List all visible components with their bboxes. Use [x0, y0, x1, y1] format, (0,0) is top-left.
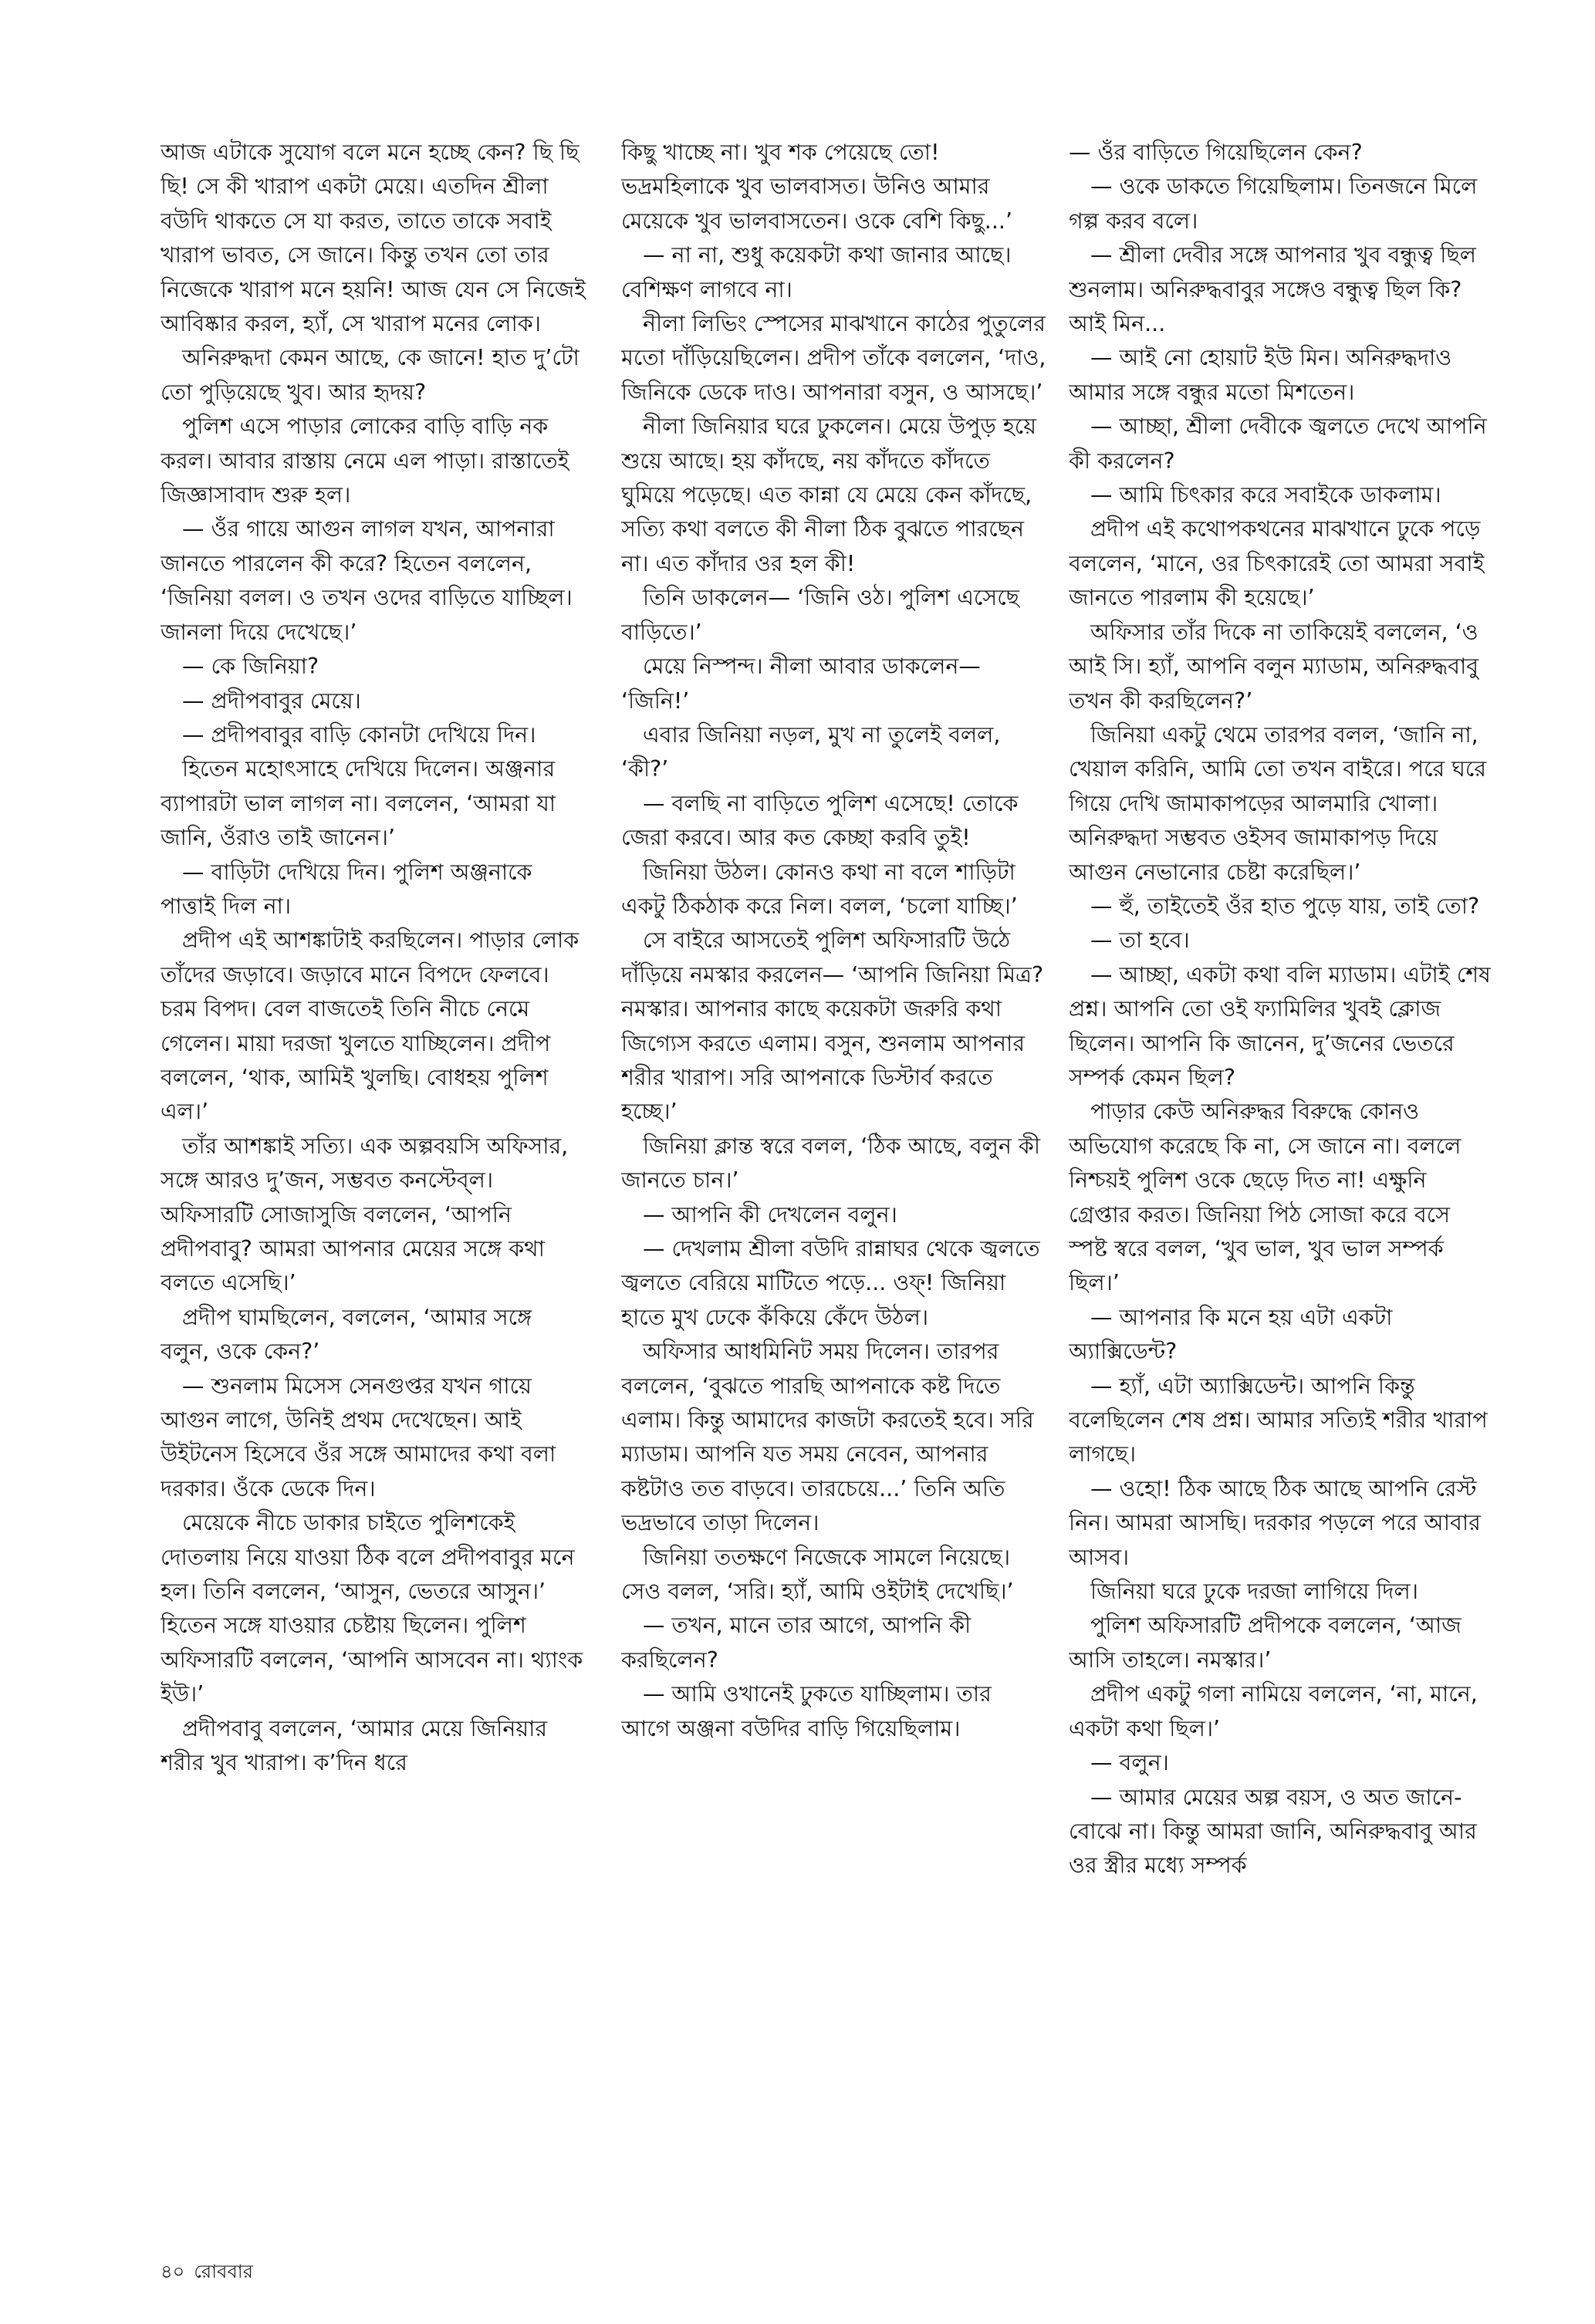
paragraph: — আমার মেয়ের অল্প বয়স, ও অত জানে-বোঝে না। কিন্তু আমরা জানি, অনিরুদ্ধবাবু আর ওর স্ত্রীর মধ্যে সম্পর্ক	[1069, 1784, 1477, 1879]
paragraph: তাঁর আশঙ্কাই সত্যি। এক অল্পবয়সি অফিসার, সঙ্গে আরও দু’জন, সম্ভবত কনস্টেব্‌ল। অফিসারটি সোজাসুজি বললেন, ‘আপনি প্রদীপবাবু? আমরা আপনার মেয়ের সঙ্গে কথা বলতে এসেছি।’	[161, 1133, 569, 1296]
paragraph: — আপনার কি মনে হয় এটা একটা অ্যাক্সিডেন্ট?	[1069, 1304, 1393, 1365]
paragraph: অফিসার আধমিনিট সময় দিলেন। তারপর বললেন, ‘বুঝতে পারছি আপনাকে কষ্ট দিতে এলাম। কিন্তু আমাদের কাজটা করতেই হবে। সরি ম্যাডাম। আপনি যত সময় নেবেন, আপনার কষ্টটাও তত বাড়বে। তারচেয়ে...’ তিনি অতি ভদ্রভাবে তাড়া দিলেন।	[621, 1339, 1034, 1536]
paragraph: — হ্যাঁ, এটা অ্যাক্সিডেন্ট। আপনি কিন্তু বলেছিলেন শেষ প্রশ্ন। আমার সত্যিই শরীর খারাপ লাগছে।	[1069, 1373, 1488, 1468]
paragraph: — তা হবে।	[1090, 927, 1190, 954]
paragraph: — তখন, মানে তার আগে, আপনি কী করছিলেন?	[621, 1613, 972, 1673]
magazine-name: রোববার	[194, 2261, 253, 2282]
paragraph: — শুনলাম মিসেস সেনগুপ্তর যখন গায়ে আগুন লাগে, উনিই প্রথম দেখেছেন। আই উইটনেস হিসেবে ওঁর সঙ্গে আমাদের কথা বলা দরকার। ওঁকে ডেকে দিন।	[161, 1373, 556, 1501]
paragraph: কিছু খাচ্ছে না। খুব শক পেয়েছে তো! ভদ্রমহিলাকে খুব ভালবাসত। উনিও আমার মেয়েকে খুব ভালবাসতেন। ওকে বেশি কিছু...’	[621, 140, 1013, 234]
paragraph: জিনিয়া উঠল। কোনও কথা না বলে শাড়িটা একটু ঠিকঠাক করে নিল। বলল, ‘চলো যাচ্ছি।’	[621, 859, 1018, 919]
paragraph: মেয়ে নিস্পন্দ। নীলা আবার ডাকলেন— ‘জিনি!’	[621, 654, 981, 714]
paragraph: জিনিয়া ঘরে ঢুকে দরজা লাগিয়ে দিল।	[1090, 1579, 1418, 1605]
paragraph: — ওহো! ঠিক আছে ঠিক আছে আপনি রেস্ট নিন। আমরা আসছি। দরকার পড়লে পরে আবার আসব।	[1069, 1475, 1481, 1570]
paragraph: — আই নো হোয়াট ইউ মিন। অনিরুদ্ধদাও আমার সঙ্গে বন্ধুর মতো মিশতেন।	[1069, 345, 1452, 405]
paragraph: অনিরুদ্ধদা কেমন আছে, কে জানে! হাত দু’টো তো পুড়িয়েছে খুব। আর হৃদয়?	[161, 345, 580, 405]
paragraph: — ওঁর বাড়িতে গিয়েছিলেন কেন?	[1069, 140, 1363, 165]
paragraph: প্রদীপ ঘামছিলেন, বললেন, ‘আমার সঙ্গে বলুন, ওকে কেন?’	[161, 1304, 532, 1365]
paragraph: জিনিয়া একটু থেমে তারপর বলল, ‘জানি না, খেয়াল করিনি, আমি তো তখন বাইরে। পরে ঘরে গিয়ে দেখি জামাকাপড়ের আলমারি খোলা। অনিরুদ্ধদা সম্ভবত ওইসব জামাকাপড় দিয়ে আগুন নেভানোর চেষ্টা করেছিল।’	[1069, 721, 1487, 885]
paragraph: পাড়ার কেউ অনিরুদ্ধর বিরুদ্ধে কোনও অভিযোগ করেছে কি না, সে জানে না। বললে নিশ্চয়ই পুলিশ ওকে ছেড়ে দিত না! এক্ষুনি গ্রেপ্তার করত। জিনিয়া পিঠ সোজা করে বসে স্পষ্ট স্বরে বলল, ‘খুব ভাল, খুব ভাল সম্পর্ক ছিল।’	[1069, 1099, 1462, 1296]
paragraph: হিতেন মহোৎসাহে দেখিয়ে দিলেন। অঞ্জনার ব্যাপারটা ভাল লাগল না। বললেন, ‘আমরা যা জানি, ওঁরাও তাই জানেন।’	[161, 756, 556, 851]
paragraph: প্রদীপ একটু গলা নামিয়ে বললেন, ‘না, মানে, একটা কথা ছিল।’	[1069, 1681, 1478, 1741]
paragraph: — ওঁর গায়ে আগুন লাগল যখন, আপনারা জানতে পারলেন কী করে? হিতেন বললেন, ‘জিনিয়া বলল। ও তখন ওদের বাড়িতে যাচ্ছিল। জানলা দিয়ে দেখেছে।’	[161, 516, 573, 645]
paragraph: — প্রদীপবাবুর বাড়ি কোনটা দেখিয়ে দিন।	[182, 721, 536, 748]
paragraph: তিনি ডাকলেন— ‘জিনি ওঠ। পুলিশ এসেছে বাড়িতে।’	[621, 585, 1019, 645]
paragraph: — বাড়িটা দেখিয়ে দিন। পুলিশ অঞ্জনাকে পাত্তাই দিল না।	[161, 859, 532, 919]
paragraph: — আচ্ছা, একটা কথা বলি ম্যাডাম। এটাই শেষ প্রশ্ন। আপনি তো ওই ফ্যামিলির খুবই ক্লোজ ছিলেন। আপনি কি জানেন, দু’জনের ভেতরে সম্পর্ক কেমন ছিল?	[1069, 961, 1491, 1090]
text-column-3	[1069, 136, 1495, 1883]
paragraph: প্রদীপ এই কথোপকথনের মাঝখানে ঢুকে পড়ে বললেন, ‘মানে, ওর চিৎকারেই তো আমরা সবাই জানতে পারলাম কী হয়েছে।’	[1069, 516, 1485, 611]
paragraph: — আপনি কী দেখলেন বলুন।	[643, 1201, 897, 1228]
page-number: ৪০	[161, 2261, 185, 2282]
paragraph: — আচ্ছা, শ্রীলা দেবীকে জ্বলতে দেখে আপনি কী করলেন?	[1069, 414, 1487, 474]
paragraph: — শ্রীলা দেবীর সঙ্গে আপনার খুব বন্ধুত্ব ছিল শুনলাম। অনিরুদ্ধবাবুর সঙ্গেও বন্ধুত্ব ছিল কি? আই মিন...	[1069, 242, 1476, 337]
paragraph: — না না, শুধু কয়েকটা কথা জানার আছে। বেশিক্ষণ লাগবে না।	[621, 242, 1012, 302]
paragraph: নীলা লিভিং স্পেসের মাঝখানে কাঠের পুতুলের মতো দাঁড়িয়েছিলেন। প্রদীপ তাঁকে বললেন, ‘দাও, জিনিকে ডেকে দাও। আপনারা বসুন, ও আসছে।’	[621, 311, 1046, 405]
page-footer	[161, 2259, 253, 2284]
paragraph: — হুঁ, তাইতেই ওঁর হাত পুড়ে যায়, তাই তো?	[1090, 893, 1480, 919]
paragraph: পুলিশ এসে পাড়ার লোকের বাড়ি বাড়ি নক করল। আবার রাস্তায় নেমে এল পাড়া। রাস্তাতেই জিজ্ঞাসাবাদ শুরু হল।	[161, 414, 569, 508]
paragraph: প্রদীপ এই আশঙ্কাটাই করছিলেন। পাড়ার লোক তাঁদের জড়াবে। জড়াবে মানে বিপদে ফেলবে। চরম বিপদ। বেল বাজতেই তিনি নীচে নেমে গেলেন। মায়া দরজা খুলতে যাচ্ছিলেন। প্রদীপ বললেন, ‘থাক, আমিই খুলছি। বোধহয় পুলিশ এল।’	[161, 927, 580, 1125]
paragraph: মেয়েকে নীচে ডাকার চাইতে পুলিশকেই দোতলায় নিয়ে যাওয়া ঠিক বলে প্রদীপবাবুর মনে হল। তিনি বললেন, ‘আসুন, ভেতরে আসুন।’ হিতেন সঙ্গে যাওয়ার চেষ্টায় ছিলেন। পুলিশ অফিসারটি বললেন, ‘আপনি আসবেন না। থ্যাংক ইউ।’	[161, 1510, 583, 1708]
paragraph: আজ এটাকে সুযোগ বলে মনে হচ্ছে কেন? ছি ছি ছি! সে কী খারাপ একটা মেয়ে। এতদিন শ্রীলা বউদি থাকতে সে যা করত, তাতে তাকে সবাই খারাপ ভাবত, সে জানে। কিন্তু তখন তো তার নিজেকে খারাপ মনে হয়নি! আজ যেন সে নিজেই আবিষ্কার করল, হ্যাঁ, সে খারাপ মনের লোক।	[161, 140, 586, 337]
paragraph: — আমি চিৎকার করে সবাইকে ডাকলাম।	[1090, 482, 1441, 508]
paragraph: পুলিশ অফিসারটি প্রদীপকে বললেন, ‘আজ আসি তাহলে। নমস্কার।’	[1069, 1613, 1462, 1673]
paragraph: এবার জিনিয়া নড়ল, মুখ না তুলেই বলল, ‘কী?’	[621, 721, 1001, 782]
paragraph: — আমি ওখানেই ঢুকতে যাচ্ছিলাম। তার আগে অঞ্জনা বউদির বাড়ি গিয়েছিলাম।	[621, 1681, 992, 1741]
paragraph: সে বাইরে আসতেই পুলিশ অফিসারটি উঠে দাঁড়িয়ে নমস্কার করলেন— ‘আপনি জিনিয়া মিত্র? নমস্কার। আপনার কাছে কয়েকটা জরুরি কথা জিগ্যেস করতে এলাম। বসুন, শুনলাম আপনার শরীর খারাপ। সরি আপনাকে ডিস্টার্ব করতে হচ্ছে।’	[621, 927, 1044, 1125]
text-column-2	[621, 136, 1047, 1746]
paragraph: নীলা জিনিয়ার ঘরে ঢুকলেন। মেয়ে উপুড় হয়ে শুয়ে আছে। হয় কাঁদছে, নয় কাঁদতে কাঁদতে ঘুমিয়ে পড়েছে। এত কান্না যে মেয়ে কেন কাঁদছে, সত্যি কথা বলতে কী নীলা ঠিক বুঝতে পারছেন না। এত কাঁদার ওর হল কী!	[621, 414, 1036, 576]
paragraph: জিনিয়া ততক্ষণে নিজেকে সামলে নিয়েছে। সেও বলল, ‘সরি। হ্যাঁ, আমি ওইটাই দেখেছি।’	[621, 1544, 1014, 1605]
paragraph: — বলুন।	[1090, 1750, 1169, 1776]
paragraph: — ওকে ডাকতে গিয়েছিলাম। তিনজনে মিলে গল্প করব বলে।	[1069, 174, 1478, 234]
paragraph: — দেখলাম শ্রীলা বউদি রান্নাঘর থেকে জ্বলতে জ্বলতে বেরিয়ে মাটিতে পড়ে... ওফ্‌! জিনিয়া হাতে মুখ ঢেকে কঁকিয়ে কেঁদে উঠল।	[621, 1236, 1040, 1330]
paragraph: প্রদীপবাবু বললেন, ‘আমার মেয়ে জিনিয়ার শরীর খুব খারাপ। ক’দিন ধরে	[161, 1715, 548, 1776]
paragraph: — প্রদীপবাবুর মেয়ে।	[182, 687, 361, 714]
paragraph: — কে জিনিয়া?	[182, 654, 319, 680]
paragraph: অফিসার তাঁর দিকে না তাকিয়েই বললেন, ‘ও আই সি। হ্যাঁ, আপনি বলুন ম্যাডাম, অনিরুদ্ধবাবু তখন কী করছিলেন?’	[1069, 619, 1479, 714]
paragraph: জিনিয়া ক্লান্ত স্বরে বলল, ‘ঠিক আছে, বলুন কী জানতে চান।’	[621, 1133, 1040, 1194]
text-column-1	[161, 136, 586, 1781]
paragraph: — বলছি না বাড়িতে পুলিশ এসেছে! তোকে জেরা করবে। আর কত কেচ্ছা করবি তুই!	[621, 790, 1019, 851]
